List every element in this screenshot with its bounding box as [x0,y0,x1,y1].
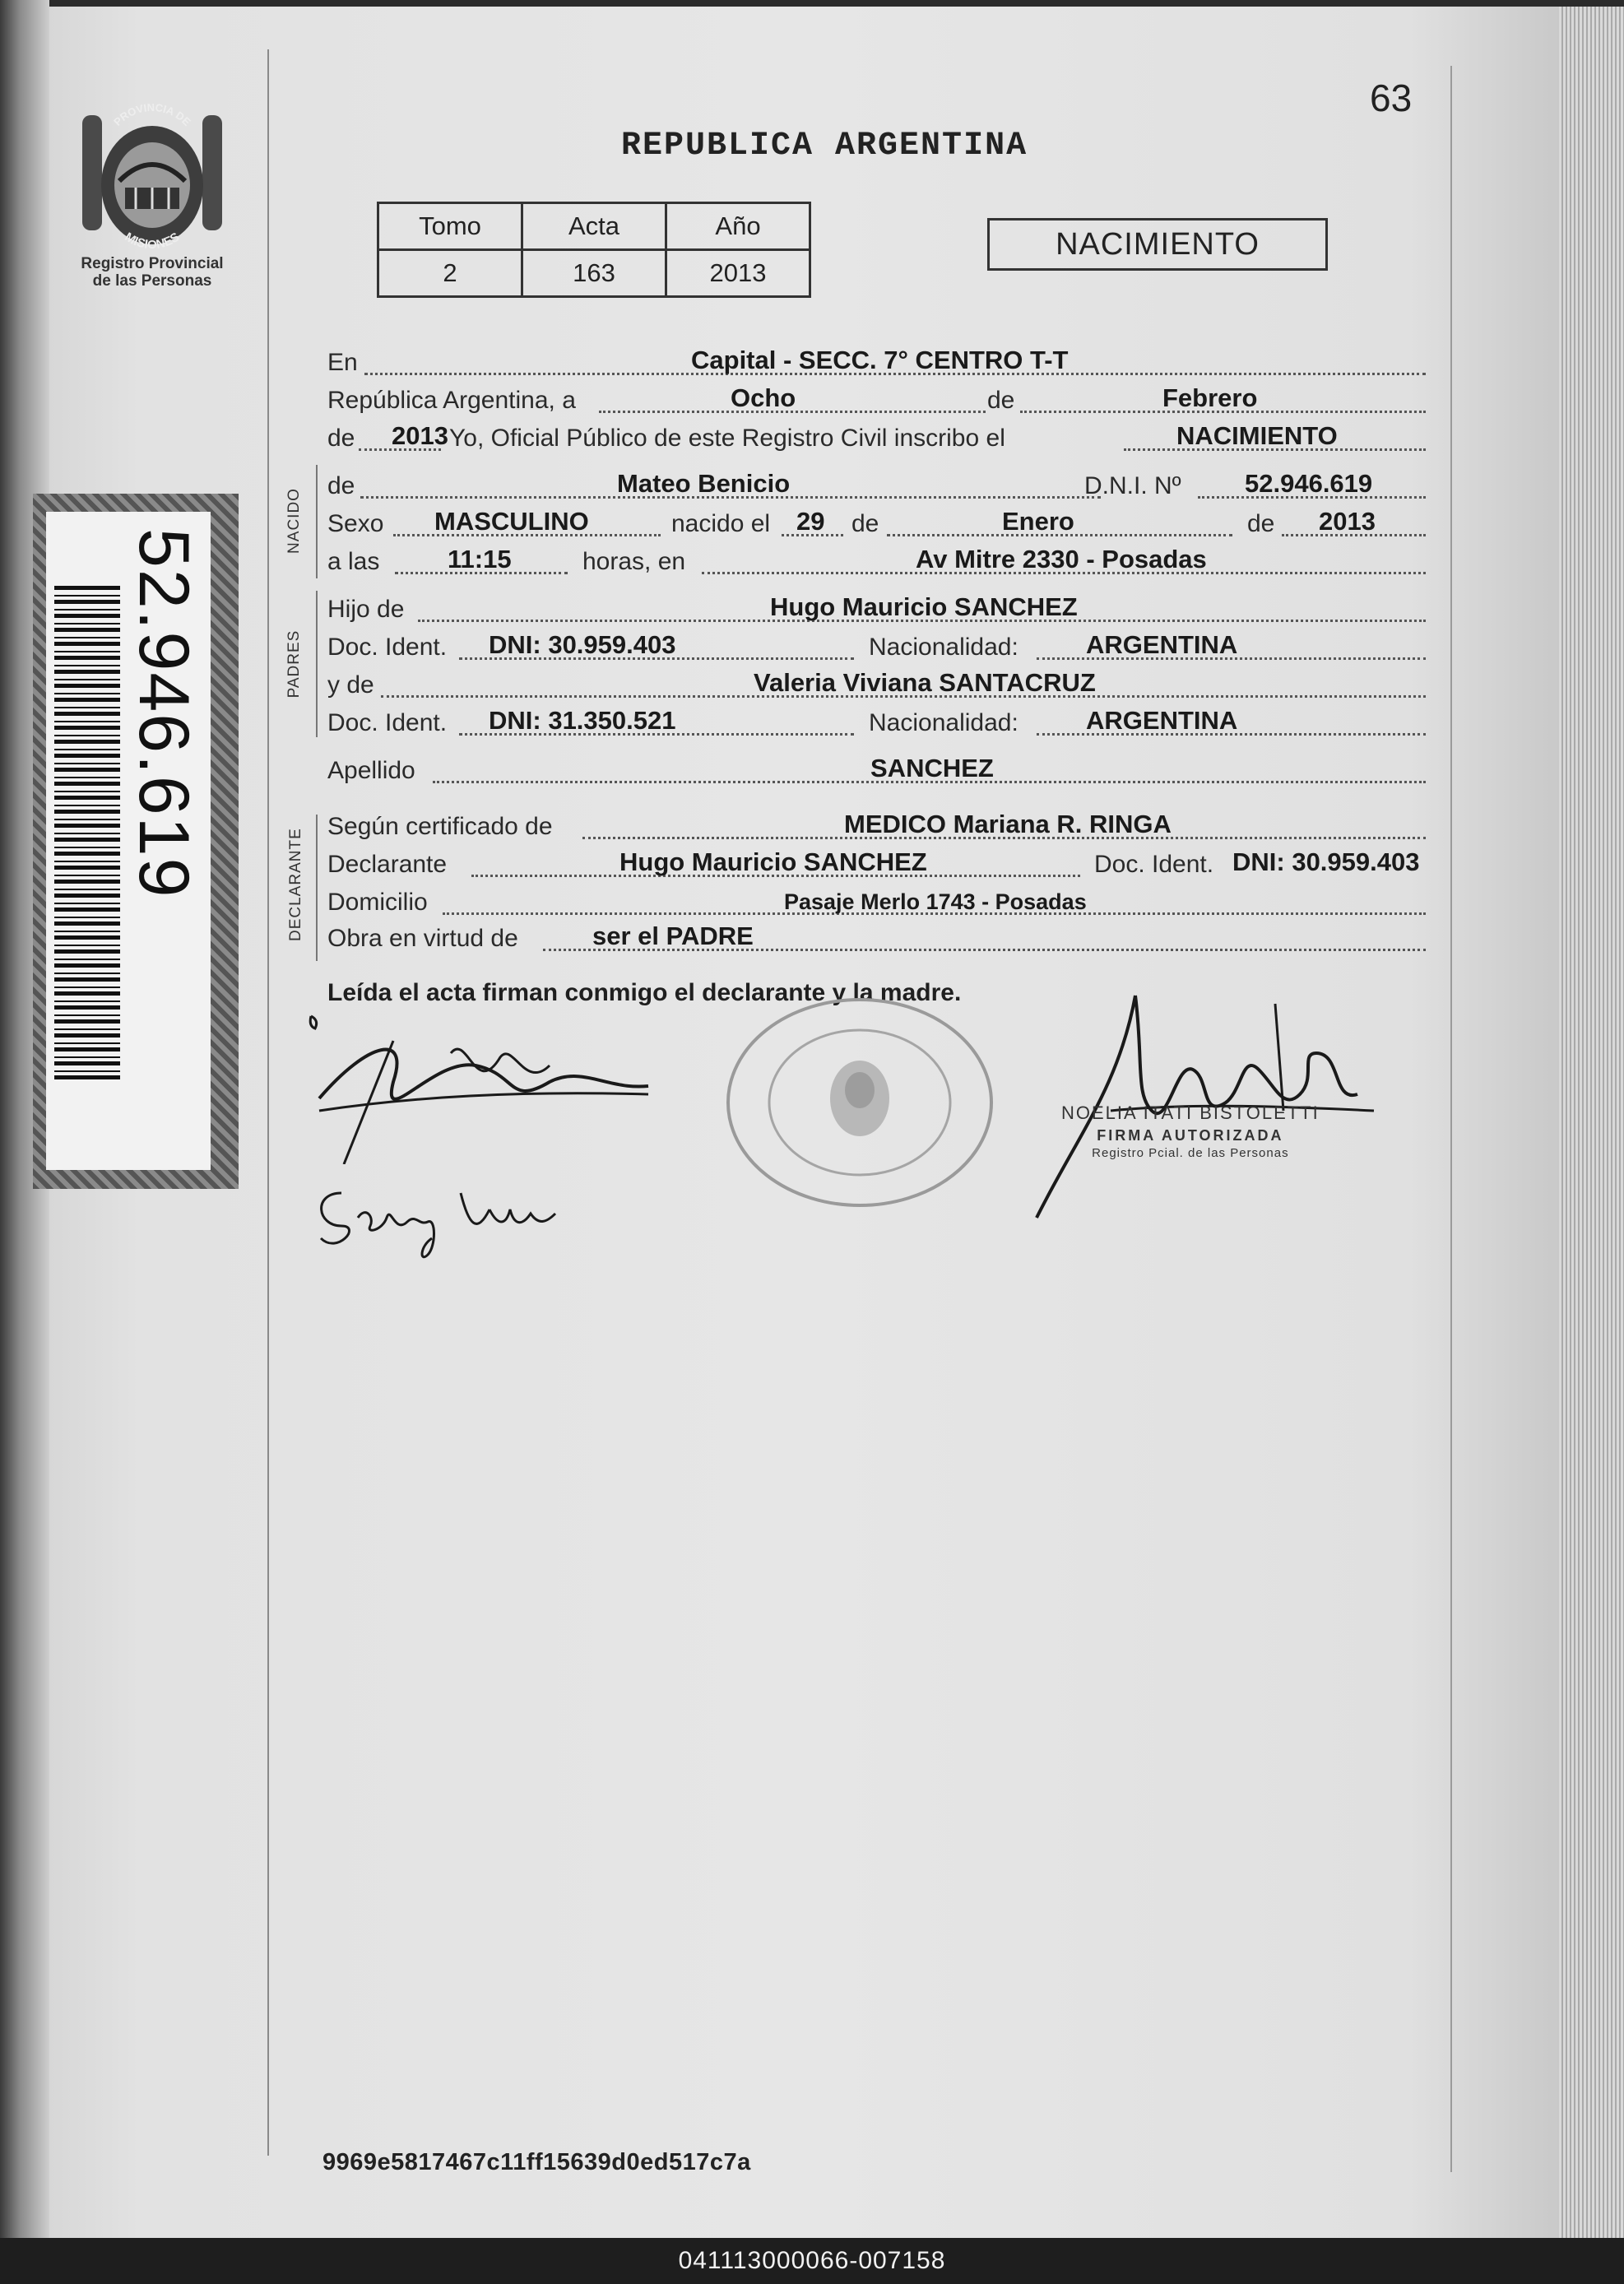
official-role: FIRMA AUTORIZADA [1097,1127,1284,1144]
row-date [327,382,1430,418]
label-hijo-de: Hijo de [327,596,405,623]
register-value-row [378,250,810,297]
register-header-ano: Año [666,203,810,250]
label-declarante: Declarante [327,851,448,878]
register-header-tomo: Tomo [378,203,522,250]
value-domicilio: Pasaje Merlo 1743 - Posadas [784,889,1087,914]
page-edges [1559,7,1624,2238]
nacido-section-rule [316,465,318,578]
value-time: 11:15 [448,545,512,573]
bottom-strip [0,2238,1624,2284]
barcode-bars [54,586,120,1079]
value-segun: MEDICO Mariana R. RINGA [844,810,1172,838]
value-place: Av Mitre 2330 - Posadas [916,545,1207,573]
label-sexo: Sexo [327,510,384,537]
row-father-doc [327,629,1430,665]
official-seal [724,996,995,1209]
row-name [327,467,1430,504]
label-de: de [987,387,1015,414]
official-stamp [1061,1103,1320,1160]
value-obra: ser el PADRE [592,921,754,950]
row-mother-doc [327,704,1430,740]
declarante-section-rule [316,815,318,961]
value-birth-month: Enero [1002,507,1074,536]
register-value-acta: 163 [522,250,666,297]
value-father-nationality: ARGENTINA [1086,630,1238,659]
row-surname [327,752,1430,788]
value-inscribo: NACIMIENTO [1176,421,1338,450]
label-obra: Obra en virtud de [327,925,518,952]
label-dni: D.N.I. Nº [1084,472,1181,499]
row-mother [327,666,1430,703]
value-apellido: SANCHEZ [870,754,994,782]
value-month: Febrero [1162,383,1258,412]
declarant-signature [303,1008,665,1164]
barcode-number: 52.946.619 [124,528,203,899]
value-year: 2013 [392,421,448,450]
logo-caption [74,255,230,290]
closing-statement: Leída el acta firman conmigo el declarante y la madre. [327,979,962,1006]
label-nacionalidad-mother: Nacionalidad: [869,709,1018,736]
registry-logo [74,99,230,300]
register-value-ano: 2013 [666,250,810,297]
value-father-doc: DNI: 30.959.403 [489,630,676,659]
label-segun: Según certificado de [327,813,553,840]
page-title: REPUBLICA ARGENTINA [621,128,1028,165]
value-location: Capital - SECC. 7° CENTRO T-T [691,346,1069,374]
svg-text:PROVINCIA DE [111,101,193,128]
label-y-de: y de [327,671,374,699]
label-apellido: Apellido [327,757,415,784]
document-hash: 9969e5817467c11ff15639d0ed517c7a [322,2149,751,2175]
barcode-sticker [33,494,239,1189]
label-nacionalidad: Nacionalidad: [869,634,1018,661]
register-header-row [378,203,810,250]
row-certificate [327,808,1430,844]
mother-signature [313,1177,568,1267]
value-father: Hugo Mauricio SANCHEZ [770,592,1078,621]
register-value-tomo: 2 [378,250,522,297]
section-label-nacido: NACIDO [285,488,303,554]
row-inscription [327,420,1430,456]
value-mother: Valeria Viviana SANTACRUZ [754,668,1096,697]
page-number: 63 [1370,77,1413,119]
row-location [327,344,1430,380]
row-sex-birth [327,505,1430,541]
logo-caption-line2: de las Personas [92,272,212,290]
label-en: En [327,349,358,376]
frame-line-left [267,49,269,2156]
label-de-month: de [851,510,879,537]
value-day: Ocho [731,383,796,412]
label-de-year: de [327,425,355,452]
row-declarant [327,846,1430,882]
value-name: Mateo Benicio [617,469,791,498]
register-header-acta: Acta [522,203,666,250]
row-time-place [327,543,1430,579]
label-republica: República Argentina, a [327,387,576,414]
section-label-declarante: DECLARANTE [287,828,304,941]
label-de-name: de [327,472,355,499]
label-a-las: a las [327,548,380,575]
label-de-birth-year: de [1247,510,1275,537]
row-reason [327,920,1430,956]
value-declarante: Hugo Mauricio SANCHEZ [619,847,927,876]
value-birth-year: 2013 [1319,507,1376,536]
barcode-label [46,512,211,1170]
value-mother-doc: DNI: 31.350.521 [489,706,676,735]
value-sexo: MASCULINO [434,507,589,536]
logo-caption-line1: Registro Provincial [81,255,224,272]
register-table [377,202,811,298]
section-label-padres: PADRES [285,629,303,699]
logo-bottom-text: MISIONES [122,230,183,253]
label-horas-en: horas, en [582,548,686,575]
label-nacido-el: nacido el [671,510,771,537]
logo-top-text: PROVINCIA DE [111,100,193,128]
row-address [327,884,1430,920]
label-doc-ident-declarante: Doc. Ident. [1094,851,1214,878]
province-shield-icon [74,99,230,255]
padres-section-rule [316,591,318,737]
record-type-box: NACIMIENTO [987,218,1328,271]
value-birth-day: 29 [796,507,825,536]
label-doc-ident-mother: Doc. Ident. [327,709,448,736]
label-yo: Yo, Oficial Público de este Registro Civil inscribo el [449,425,1005,452]
row-father [327,591,1430,627]
value-dni: 52.946.619 [1245,469,1373,498]
label-domicilio: Domicilio [327,889,428,916]
label-doc-ident: Doc. Ident. [327,634,448,661]
frame-line-right [1450,66,1452,2172]
bottom-code: 041113000066-007158 [678,2247,946,2274]
official-name: NOELIA ITATI BISTOLETTI [1061,1103,1320,1123]
value-mother-nationality: ARGENTINA [1086,706,1238,735]
value-declarante-doc: DNI: 30.959.403 [1232,847,1420,876]
official-organization: Registro Pcial. de las Personas [1092,1146,1289,1160]
